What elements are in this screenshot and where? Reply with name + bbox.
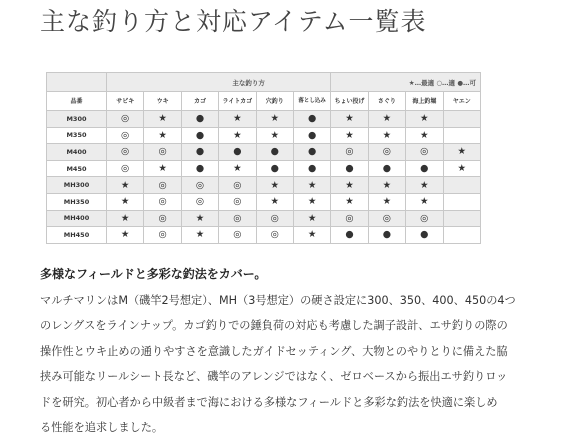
rating-cell: ◎ [144, 177, 181, 194]
rating-cell: ● [181, 111, 218, 128]
column-header: 海上釣堀 [406, 92, 443, 111]
rating-cell: ● [406, 160, 443, 177]
rating-cell: ★ [331, 177, 368, 194]
model-cell: M350 [47, 127, 107, 144]
model-cell: MH300 [47, 177, 107, 194]
rating-cell [443, 127, 480, 144]
rating-cell: ◎ [256, 210, 293, 227]
rating-cell: ★ [293, 177, 330, 194]
rating-cell: ◎ [219, 210, 256, 227]
rating-cell: ◎ [331, 210, 368, 227]
column-header: ヤエン [443, 92, 480, 111]
rating-cell: ★ [107, 193, 144, 210]
rating-cell: ★ [219, 127, 256, 144]
rating-cell: ★ [256, 177, 293, 194]
rating-cell: ● [181, 127, 218, 144]
rating-cell: ★ [368, 111, 405, 128]
rating-cell: ● [293, 111, 330, 128]
description-paragraph [40, 288, 560, 440]
rating-cell: ◎ [181, 177, 218, 194]
rating-cell: ● [293, 160, 330, 177]
rating-cell: ● [368, 227, 405, 244]
column-header: サビキ [107, 92, 144, 111]
rating-cell: ★ [181, 227, 218, 244]
table-row [47, 144, 481, 161]
model-cell: MH450 [47, 227, 107, 244]
table-row [47, 210, 481, 227]
rating-cell: ● [331, 160, 368, 177]
rating-cell: ★ [368, 127, 405, 144]
rating-cell: ● [331, 227, 368, 244]
rating-cell: ★ [293, 193, 330, 210]
column-header: 穴釣り [256, 92, 293, 111]
rating-cell: ◎ [219, 193, 256, 210]
rating-cell: ★ [256, 127, 293, 144]
rating-cell [443, 111, 480, 128]
column-header-label: 落とし込み [298, 97, 326, 104]
section-heading: 多様なフィールドと多彩な釣法をカバー。 [40, 267, 267, 281]
rating-cell: ★ [107, 210, 144, 227]
column-header: ウキ [144, 92, 181, 111]
rating-cell: ★ [406, 193, 443, 210]
method-compatibility-table-wrapper [46, 72, 481, 244]
rating-cell: ◎ [368, 210, 405, 227]
rating-cell: ◎ [107, 144, 144, 161]
paragraph-line: 操作性とウキ止めの通りやすさを意識したガイドセッティング、大物とのやりとりに備えた脇 [40, 344, 508, 358]
rating-cell: ★ [144, 127, 181, 144]
column-header: カゴ [181, 92, 218, 111]
empty-corner-cell [47, 73, 107, 92]
rating-cell: ◎ [219, 227, 256, 244]
rating-cell: ★ [331, 127, 368, 144]
rating-cell: ● [219, 144, 256, 161]
rating-cell: ● [368, 160, 405, 177]
model-cell: M450 [47, 160, 107, 177]
rating-cell: ★ [368, 193, 405, 210]
legend: ★…最適 ○…適 ●…可 [331, 73, 481, 92]
column-header: さぐり [368, 92, 405, 111]
rating-cell: ★ [293, 210, 330, 227]
rating-cell: ◎ [144, 210, 181, 227]
rating-cell: ◎ [219, 177, 256, 194]
paragraph-line: のレングスをラインナップ。カゴ釣りでの錘負荷の対応も考慮した調子設計、エサ釣りの際の [40, 319, 508, 333]
rating-cell: ★ [331, 111, 368, 128]
rating-cell: ★ [331, 193, 368, 210]
table-row [47, 227, 481, 244]
model-cell: M400 [47, 144, 107, 161]
rating-cell: ★ [406, 127, 443, 144]
column-header: ちょい投げ [331, 92, 368, 111]
rating-cell: ◎ [107, 127, 144, 144]
paragraph-line: マルチマリンはM（磯竿2号想定）、MH（3号想定）の硬さ設定に300、350、400、450の4つ [40, 294, 516, 307]
rating-cell: ◎ [406, 144, 443, 161]
table-column-header-row [47, 92, 481, 111]
rating-cell: ● [293, 127, 330, 144]
table-row [47, 111, 481, 128]
paragraph-line: 挟み可能なリールシート長など、磯竿のアレンジではなく、ゼロベースから振出エサ釣りロッ [40, 370, 508, 384]
rating-cell: ◎ [406, 210, 443, 227]
rating-cell: ★ [443, 144, 480, 161]
rating-cell [443, 227, 480, 244]
table-row [47, 193, 481, 210]
rating-cell [443, 177, 480, 194]
rating-cell: ● [256, 144, 293, 161]
paragraph-line: る性能を追求しました。 [40, 421, 164, 435]
rating-cell: ◎ [331, 144, 368, 161]
paragraph-line: ドを研究。初心者から中級者まで海における多様なフィールドと多彩な釣法を快適に楽しめ [40, 395, 498, 409]
rating-cell: ★ [443, 160, 480, 177]
rating-cell: ★ [107, 177, 144, 194]
rating-cell: ★ [256, 111, 293, 128]
model-cell: MH400 [47, 210, 107, 227]
rating-cell: ★ [181, 210, 218, 227]
rating-cell: ◎ [107, 111, 144, 128]
rating-cell: ★ [219, 111, 256, 128]
rating-cell: ★ [144, 111, 181, 128]
rating-cell: ◎ [144, 193, 181, 210]
column-header: ライトカゴ [219, 92, 256, 111]
group-header: 主な釣り方 [107, 73, 331, 92]
table-row [47, 127, 481, 144]
model-cell: MH350 [47, 193, 107, 210]
rating-cell: ★ [107, 227, 144, 244]
rating-cell [443, 210, 480, 227]
model-header: 品番 [47, 92, 107, 111]
rating-cell: ★ [406, 177, 443, 194]
rating-cell: ★ [256, 193, 293, 210]
rating-cell: ★ [219, 160, 256, 177]
rating-cell: ◎ [144, 144, 181, 161]
table-body [47, 111, 481, 244]
table-group-header-row [47, 73, 481, 92]
rating-cell: ● [406, 227, 443, 244]
rating-cell: ◎ [107, 160, 144, 177]
rating-cell: ◎ [181, 193, 218, 210]
description-section [40, 262, 560, 440]
rating-cell [443, 193, 480, 210]
rating-cell: ★ [368, 177, 405, 194]
rating-cell: ● [181, 144, 218, 161]
rating-cell: ◎ [368, 144, 405, 161]
rating-cell: ◎ [256, 227, 293, 244]
rating-cell: ● [181, 160, 218, 177]
table-row [47, 160, 481, 177]
rating-cell: ★ [406, 111, 443, 128]
rating-cell: ★ [293, 227, 330, 244]
rating-cell: ◎ [144, 227, 181, 244]
table-row [47, 177, 481, 194]
column-header [293, 92, 330, 111]
model-cell: M300 [47, 111, 107, 128]
rating-cell: ● [293, 144, 330, 161]
page-title: 主な釣り方と対応アイテム一覧表 [40, 7, 427, 36]
method-compatibility-table [46, 72, 481, 244]
rating-cell: ● [256, 160, 293, 177]
rating-cell: ★ [144, 160, 181, 177]
